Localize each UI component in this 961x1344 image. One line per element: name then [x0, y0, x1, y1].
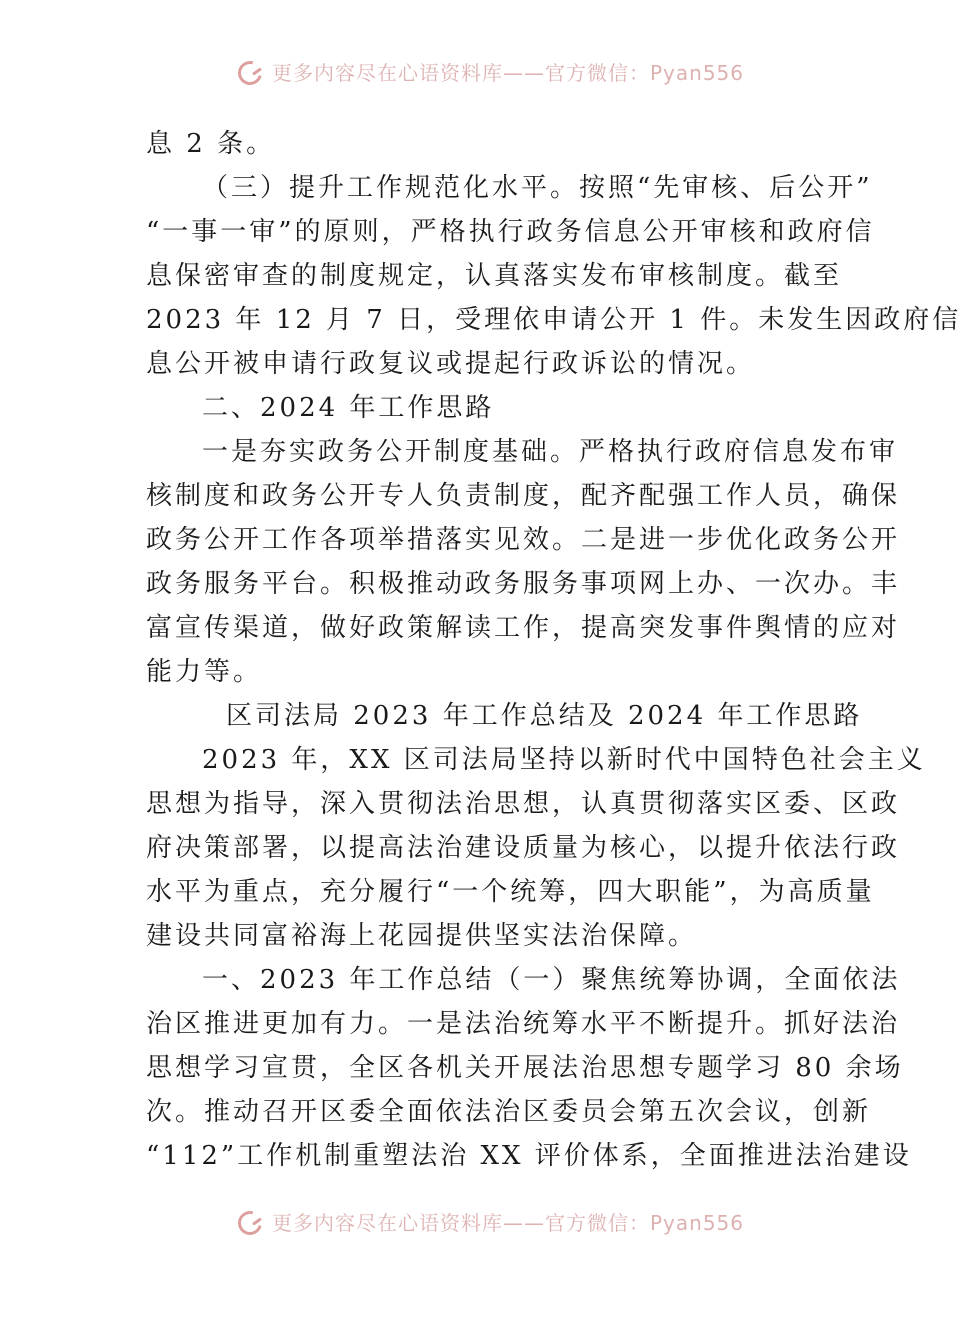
text-line: 息公开被申请行政复议或提起行政诉讼的情况。 [146, 349, 756, 379]
text-line: 治区推进更加有力。一是法治统筹水平不断提升。抓好法治 [146, 1009, 901, 1039]
text-line: （三）提升工作规范化水平。按照“先审核、后公开” [202, 173, 873, 203]
text-line: “一事一审”的原则，严格执行政务信息公开审核和政府信 [146, 217, 875, 247]
logo-icon [236, 1208, 266, 1234]
text-line: 建设共同富裕海上花园提供坚实法治保障。 [146, 921, 698, 951]
text-line: 水平为重点，充分履行“一个统筹，四大职能”，为高质量 [146, 877, 875, 907]
text-line: 次。推动召开区委全面依法治区委员会第五次会议，创新 [146, 1097, 872, 1127]
text-line: 2023 年，XX 区司法局坚持以新时代中国特色社会主义 [202, 745, 926, 775]
text-line: 核制度和政务公开专人负责制度，配齐配强工作人员，确保 [146, 481, 901, 511]
text-line: “112”工作机制重塑法治 XX 评价体系，全面推进法治建设 [146, 1141, 912, 1171]
text-line: 富宣传渠道，做好政策解读工作，提高突发事件舆情的应对 [146, 613, 901, 643]
text-line: 政务服务平台。积极推动政务服务事项网上办、一次办。丰 [146, 569, 901, 599]
document-body [146, 122, 961, 1178]
text-line: 息保密审查的制度规定，认真落实发布审核制度。截至 [146, 261, 843, 291]
watermark-text: 更多内容尽在心语资料库——官方微信：Pyan556 [272, 60, 745, 85]
text-line: 2023 年 12 月 7 日，受理依申请公开 1 件。未发生因政府信 [146, 305, 961, 335]
logo-icon [236, 58, 266, 84]
text-line: 府决策部署，以提高法治建设质量为核心，以提升依法行政 [146, 833, 901, 863]
section-heading: 二、2024 年工作思路 [202, 393, 495, 423]
watermark-bottom [236, 1206, 744, 1236]
document-title: 区司法局 2023 年工作总结及 2024 年工作思路 [226, 701, 863, 731]
text-line: 一是夯实政务公开制度基础。严格执行政府信息发布审 [202, 437, 899, 467]
text-line: 政务公开工作各项举措落实见效。二是进一步优化政务公开 [146, 525, 901, 555]
watermark-top [236, 56, 744, 86]
text-line: 思想学习宣贯，全区各机关开展法治思想专题学习 80 余场 [146, 1053, 904, 1083]
watermark-text: 更多内容尽在心语资料库——官方微信：Pyan556 [272, 1210, 745, 1235]
text-line: 能力等。 [146, 657, 263, 687]
text-line: 息 2 条。 [146, 129, 276, 159]
text-line: 思想为指导，深入贯彻法治思想，认真贯彻落实区委、区政 [146, 789, 901, 819]
text-line: 一、2023 年工作总结（一）聚焦统筹协调，全面依法 [202, 965, 901, 995]
